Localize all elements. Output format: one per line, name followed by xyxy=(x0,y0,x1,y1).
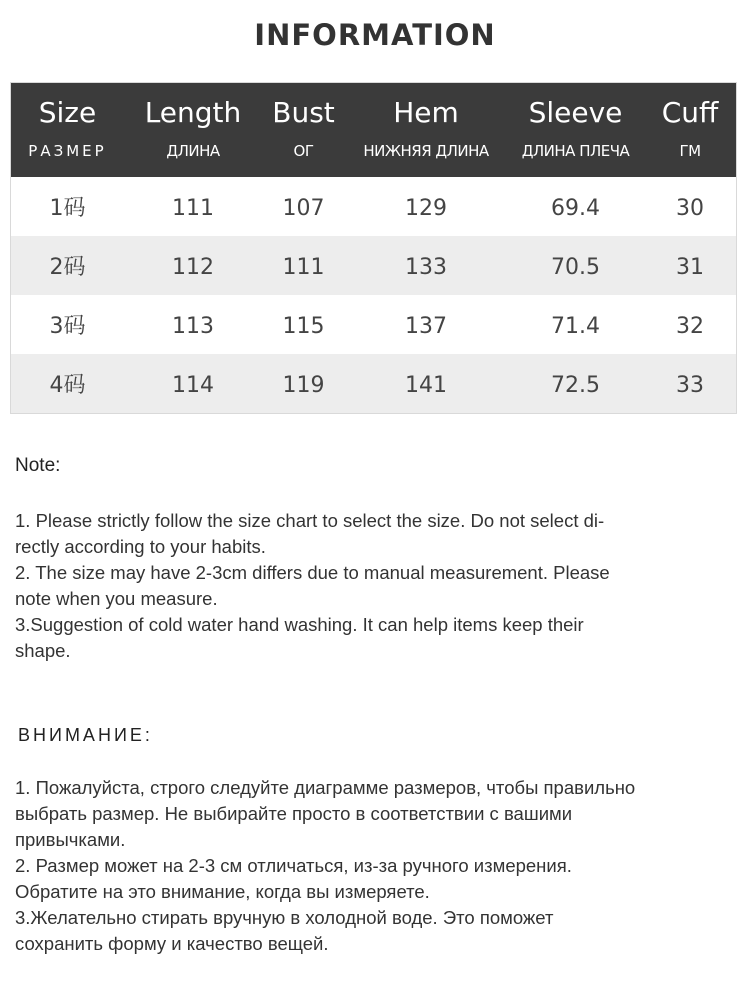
cell-size: 4码 xyxy=(49,373,86,398)
cell-cuff: 30 xyxy=(676,196,704,221)
cell-size: 1码 xyxy=(49,196,86,221)
cell-cuff: 33 xyxy=(676,373,704,398)
cell-length: 111 xyxy=(172,196,214,221)
header-label-en: Sleeve xyxy=(528,96,623,129)
note-ru-line: 1. Пожалуйста, строго следуйте диаграмме размеров, чтобы правильно xyxy=(15,777,636,798)
cell-bust: 119 xyxy=(282,373,325,398)
header-sleeve xyxy=(507,83,644,177)
table-row xyxy=(11,295,736,354)
note-heading: Note: xyxy=(15,455,61,476)
header-label-ru: ДЛИНА xyxy=(166,142,220,160)
header-label-en: Cuff xyxy=(661,96,719,129)
cell-size: 3码 xyxy=(49,314,86,339)
header-cuff xyxy=(644,83,736,177)
header-hem xyxy=(345,83,507,177)
header-label-ru: ГМ xyxy=(679,142,701,160)
cell-hem: 137 xyxy=(405,314,447,339)
header-label-ru: НИЖНЯЯ ДЛИНА xyxy=(363,142,489,160)
cell-hem: 129 xyxy=(405,196,447,221)
note-line: 1. Please strictly follow the size chart to select the size. Do not select di- xyxy=(15,510,605,531)
cell-bust: 107 xyxy=(282,196,325,221)
header-label-en: Length xyxy=(144,96,242,129)
header-label-en: Bust xyxy=(272,96,335,129)
note-ru-line: выбрать размер. Не выбирайте просто в соответствии с вашими xyxy=(15,803,573,824)
note-line: note when you measure. xyxy=(15,588,218,609)
header-label-ru: РАЗМЕР xyxy=(28,142,107,160)
cell-hem: 141 xyxy=(405,373,447,398)
cell-bust: 115 xyxy=(282,314,325,339)
note-ru-line: 2. Размер может на 2-3 см отличаться, из-за ручного измерения. xyxy=(15,855,572,876)
header-size xyxy=(11,83,124,177)
note-ru-line: Обратите на это внимание, когда вы измеряете. xyxy=(15,881,430,902)
cell-hem: 133 xyxy=(405,255,447,280)
note-text xyxy=(15,508,735,664)
header-length xyxy=(124,83,262,177)
cell-sleeve: 72.5 xyxy=(551,373,600,398)
cell-size: 2码 xyxy=(49,255,86,280)
table-row xyxy=(11,177,736,236)
size-chart-table xyxy=(10,82,737,414)
page-title: INFORMATION xyxy=(254,18,496,52)
cell-sleeve: 70.5 xyxy=(551,255,600,280)
cell-length: 114 xyxy=(172,373,214,398)
table-row xyxy=(11,236,736,295)
table-row xyxy=(11,354,736,413)
note-ru-heading: ВНИМАНИЕ: xyxy=(18,725,153,745)
cell-length: 113 xyxy=(172,314,214,339)
note-ru-line: 3.Желательно стирать вручную в холодной воде. Это поможет xyxy=(15,907,554,928)
note-line: shape. xyxy=(15,640,71,661)
table-header xyxy=(11,83,736,177)
note-ru-line: привычками. xyxy=(15,829,126,850)
header-label-ru: ОГ xyxy=(293,142,314,160)
cell-sleeve: 69.4 xyxy=(551,196,600,221)
note-line: rectly according to your habits. xyxy=(15,536,266,557)
note-ru-line: сохранить форму и качество вещей. xyxy=(15,933,329,954)
cell-sleeve: 71.4 xyxy=(551,314,600,339)
header-label-ru: ДЛИНА ПЛЕЧА xyxy=(521,142,630,160)
header-label-en: Hem xyxy=(393,96,459,129)
cell-cuff: 31 xyxy=(676,255,704,280)
header-bust xyxy=(262,83,345,177)
cell-cuff: 32 xyxy=(676,314,704,339)
note-line: 2. The size may have 2-3cm differs due to manual measurement. Please xyxy=(15,562,610,583)
cell-length: 112 xyxy=(172,255,214,280)
cell-bust: 111 xyxy=(282,255,325,280)
note-ru-text xyxy=(15,775,735,957)
header-label-en: Size xyxy=(38,96,97,129)
note-line: 3.Suggestion of cold water hand washing. It can help items keep their xyxy=(15,614,584,635)
